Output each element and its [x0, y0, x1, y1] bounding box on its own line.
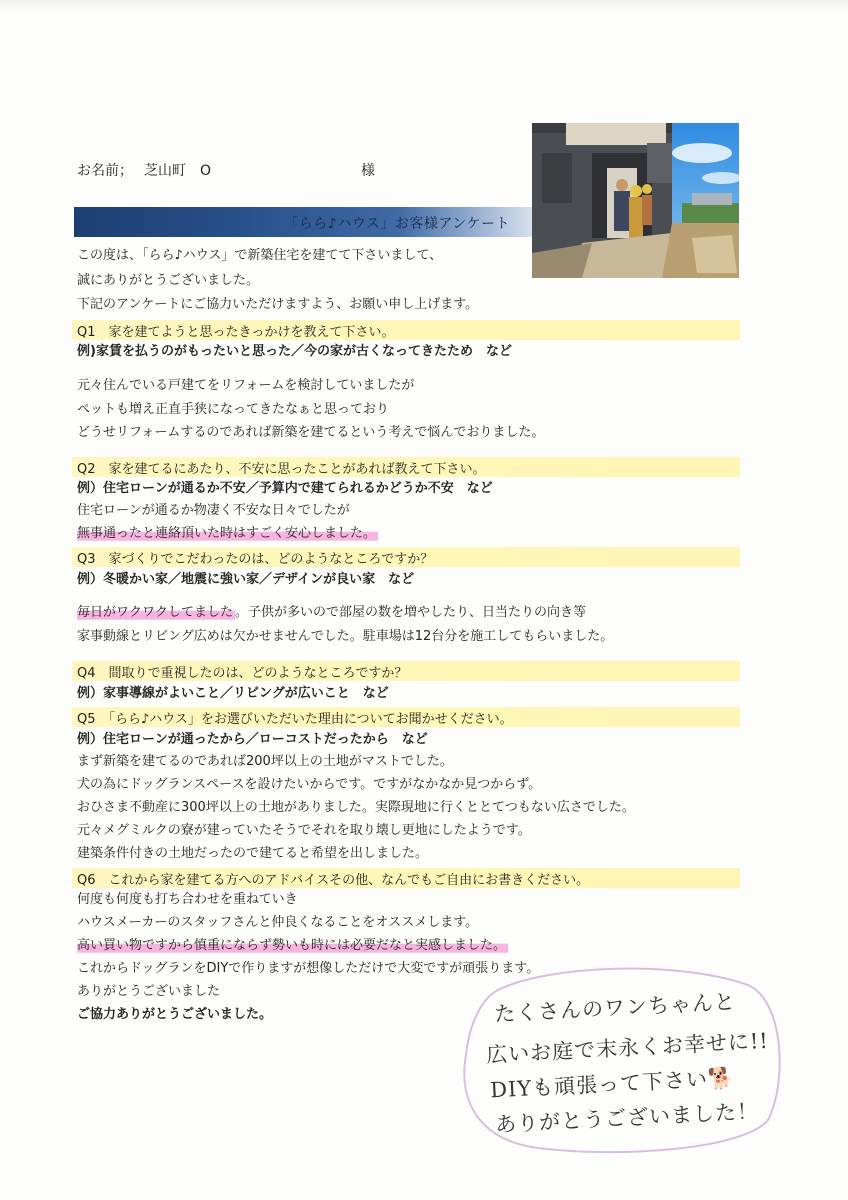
answer-6-highlight: 高い買い物ですから慎重にならず勢いも時には必要だなと実感しました。: [77, 938, 507, 953]
question-5-example: 例）住宅ローンが通ったから／ローコストだったから など: [77, 732, 428, 747]
answer-6-line-1: 何度も何度も打ち合わせを重ねていき: [77, 892, 298, 907]
question-3-row: [72, 547, 740, 567]
question-1-example: 例)家賃を払うのがもったいと思った／今の家が古くなってきたため など: [77, 344, 512, 359]
question-5-row: [72, 707, 740, 727]
answer-5-line-2: 犬の為にドッグランスペースを設けたいからです。ですがなかなか見つからず。: [77, 777, 542, 792]
question-1-row: [72, 320, 740, 340]
question-4: Q4 間取りで重視したのは、どのようなところですか？: [77, 666, 408, 681]
answer-2-highlight: 無事通ったと連絡頂いた時はすごく安心しました。: [77, 526, 377, 541]
question-2: Q2 家を建てるにあたり、不安に思ったことがあれば教えて下さい。: [77, 462, 486, 477]
question-2-row: [72, 457, 740, 477]
answer-2-line-1: 住宅ローンが通るか物凄く不安な日々でしたが: [77, 503, 350, 518]
answer-5-line-1: まず新築を建てるのであれば200坪以上の土地がマストでした。: [77, 754, 453, 769]
question-3: Q3 家づくりでこだわったのは、どのようなところですか？: [77, 552, 434, 567]
question-6: Q6 これから家を建てる方へのアドバイスその他、なんでもご自由にお書きください。: [77, 873, 590, 888]
question-1: Q1 家を建てようと思ったきっかけを教えて下さい。: [77, 325, 395, 340]
handwritten-note-line-1: たくさんのワンちゃんと: [493, 989, 737, 1027]
handwritten-note-line-2: 広いお庭で末永くお幸せに!!: [485, 1028, 770, 1068]
answer-3-highlight: 毎日がワクワクしてました: [77, 605, 234, 620]
question-5: Q5 「らら♪ハウス」をお選びいただいた理由についてお聞かせください。: [77, 712, 513, 727]
question-4-row: [72, 661, 740, 681]
answer-5-line-3: おひさま不動産に300坪以上の土地がありました。実際現地に行くととてつもない広さでした。: [77, 800, 635, 815]
answer-6-line-2: ハウスメーカーのスタッフさんと仲良くなることをオススメします。: [77, 915, 479, 930]
handwritten-note-line-4: ありがとうございました！: [494, 1099, 760, 1137]
house-photo-image: [532, 123, 739, 278]
answer-3-line-1: [77, 604, 586, 622]
closing-text: ご協力ありがとうございました。: [77, 1007, 273, 1022]
answer-6-line-3: [77, 937, 508, 955]
answer-5-line-5: 建築条件付きの土地だったので建てると希望を出しました。: [77, 846, 429, 861]
question-3-example: 例）冬暖かい家／地震に強い家／デザインが良い家 など: [77, 572, 415, 587]
intro-line-2: 誠にありがとうございました。: [77, 273, 260, 288]
question-4-example: 例）家事導線がよいこと／リビングが広いこと など: [77, 686, 389, 701]
customer-name-suffix: 様: [361, 163, 375, 179]
scan-edge: [0, 0, 848, 14]
answer-1-line-3: どうせリフォームするのであれば新築を建てるという考えで悩んでおりました。: [77, 425, 545, 440]
customer-name-value: 芝山町 O: [144, 163, 212, 179]
handwritten-note-line-3: DIYも頑張って下さい🐕: [489, 1065, 736, 1103]
answer-1-line-1: 元々住んでいる戸建てをリフォームを検討していましたが: [77, 378, 415, 393]
survey-title-bar: [74, 207, 536, 237]
answer-6-line-4: これからドッグランをDIYで作りますが想像しただけで大変ですが頑張ります。: [77, 961, 540, 976]
answer-3-line-2: 家事動線とリビング広めは欠かせませんでした。駐車場は12台分を施工してもらいました。: [77, 629, 614, 644]
answer-6-line-5: ありがとうございました: [77, 984, 221, 999]
intro-line-3: 下記のアンケートにご協力いただけますよう、お願い申し上げます。: [77, 297, 479, 312]
answer-3-rest: 。子供が多いので部屋の数を増やしたり、日当たりの向き等: [235, 605, 587, 620]
intro-line-1: この度は、「らら♪ハウス」で新築住宅を建てて下さいまして、: [77, 248, 443, 263]
answer-1-line-2: ペットも増え正直手狭になってきたなぁと思っており: [77, 402, 390, 417]
question-6-row: [72, 868, 740, 888]
house-photo: [532, 123, 739, 278]
customer-name-label: お名前；: [77, 163, 133, 179]
answer-2-line-2: [77, 525, 378, 543]
question-2-example: 例）住宅ローンが通るか不安／予算内で建てられるかどうか不安 など: [77, 481, 493, 496]
survey-title: 「らら♪ハウス」お客様アンケート: [284, 216, 510, 232]
answer-5-line-4: 元々メグミルクの寮が建っていたそうでそれを取り壊し更地にしたようです。: [77, 823, 531, 838]
